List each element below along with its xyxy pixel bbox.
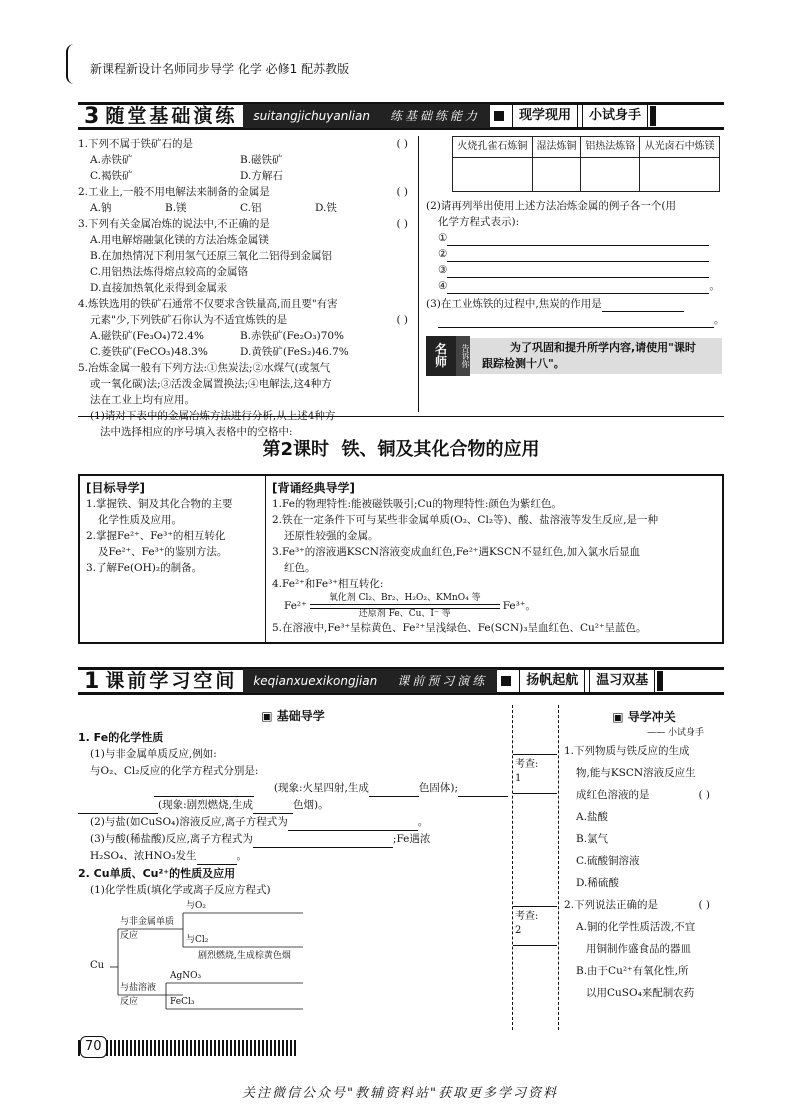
column-divider xyxy=(418,136,419,412)
option: B.在加热情况下利用氢气还原三氧化二铝得到金属铝 xyxy=(90,250,333,262)
answer-paren: ( ) xyxy=(396,218,408,230)
reducer-label: 还原剂 Fe、Cu、I⁻ 等 xyxy=(358,608,451,619)
tree-leaf: AgNO₃ xyxy=(170,971,202,981)
period: 。 xyxy=(709,280,720,292)
question-2: 2.工业上,一般不用电解法来制备的金属是 xyxy=(78,186,270,198)
tree-note: 剧烈燃烧,生成棕黄色烟 xyxy=(198,951,291,961)
option: A.赤铁矿 xyxy=(90,154,133,166)
answer-paren: ( ) xyxy=(396,314,408,326)
answer-blank[interactable] xyxy=(78,800,158,814)
square-icon xyxy=(494,111,504,121)
question-5: 5.冶炼金属一般有下列方法:①焦炭法;②水煤气(或氢气 xyxy=(78,362,331,374)
kaocha-label: 考查: xyxy=(515,759,539,770)
option: C.褐铁矿 xyxy=(90,170,133,182)
footer-note: 关注微信公众号"教辅资料站"获取更多学习资料 xyxy=(242,1086,558,1101)
question-3: 3.下列有关金属冶炼的说法中,不正确的是 xyxy=(78,218,270,230)
banner-title: 课前学习空间 xyxy=(105,669,238,692)
classic-item: 红色。 xyxy=(284,562,316,574)
option: A.钠 xyxy=(90,202,112,214)
answer-blank[interactable] xyxy=(253,834,393,848)
option: C.硫酸铜溶液 xyxy=(576,855,640,867)
teacher-tip xyxy=(426,336,722,376)
option: D.稀硫酸 xyxy=(576,877,619,889)
cu-text: (1)化学性质(填化学或离子反应方程式) xyxy=(90,884,271,896)
kaocha-box xyxy=(513,906,557,946)
tree-leaf: 与Cl₂ xyxy=(186,935,209,945)
circle-number: ② xyxy=(438,248,448,260)
option: C.用铝热法炼得熔点较高的金属铬 xyxy=(90,266,248,278)
checkpoint-q1: 1.下列物质与铁反应的生成 xyxy=(564,745,690,757)
banner-title: 随堂基础演练 xyxy=(105,104,238,127)
oxidizer-label: 氧化剂 Cl₂、Br₂、H₂O₂、KMnO₄ 等 xyxy=(328,592,481,603)
option: A.磁铁矿(Fe₃O₄)72.4% xyxy=(90,330,204,342)
tree-root: Cu xyxy=(90,960,105,971)
classic-item: 4.Fe²⁺和Fe³⁺相互转化: xyxy=(272,578,384,590)
banner-tag: 小试身手 xyxy=(582,104,648,128)
answer-paren: ( ) xyxy=(396,138,408,150)
period: 。 xyxy=(417,816,429,828)
banner-tag: 温习双基 xyxy=(589,669,655,693)
book-icon: ▣ xyxy=(261,709,277,723)
circle-number: ③ xyxy=(438,264,448,276)
teacher-badge xyxy=(426,336,456,376)
page-number-bar xyxy=(78,1040,298,1056)
option-cont: 用铜制作盛食品的器皿 xyxy=(586,943,691,955)
practice-right-column xyxy=(426,136,726,328)
question-5-part1-cont: 法中选择相应的序号填入表格中的空格中: xyxy=(100,426,293,438)
goals-box xyxy=(78,474,724,644)
goal-item: 3.了解Fe(OH)₂的制备。 xyxy=(86,562,203,574)
answer-paren: ( ) xyxy=(698,899,710,911)
checkpoint-q2: 2.下列说法正确的是 xyxy=(564,899,659,911)
classic-item: 3.Fe³⁺的溶液遇KSCN溶液变成血红色,Fe²⁺遇KSCN不显红色,加入氯水后显血 xyxy=(272,546,641,558)
goal-item: 化学性质及应用。 xyxy=(98,514,182,526)
question-4: 4.炼铁选用的铁矿石通常不仅要求含铁量高,而且要"有害 xyxy=(78,298,338,310)
banner-number: 3 xyxy=(84,103,100,129)
badge-char: 名 xyxy=(434,342,447,356)
fe-text: (1)与非金属单质反应,例如: xyxy=(90,748,217,760)
kaocha-num: 2 xyxy=(515,925,522,936)
goal-item: 1.掌握铁、铜及其化合物的主要 xyxy=(86,498,233,510)
dashed-divider xyxy=(558,705,559,1030)
badge-side: 告诉你 xyxy=(456,336,470,376)
basic-study xyxy=(78,708,508,899)
circle-number: ① xyxy=(438,232,448,244)
classic-item: 5.在溶液中,Fe³⁺呈棕黄色、Fe²⁺呈浅绿色、Fe(SCN)₃呈血红色、Cu²⁺呈蓝色。 xyxy=(272,622,647,634)
option: A.用电解熔融氯化镁的方法冶炼金属镁 xyxy=(90,234,269,246)
checkpoint-column xyxy=(564,708,724,1004)
question-1: 1.下列不属于铁矿石的是 xyxy=(78,138,194,150)
tree-leaf: FeCl₃ xyxy=(170,997,195,1007)
classic-item: 2.铁在一定条件下可与某些非金属单质(O₂、Cl₂等)、酸、盐溶液等发生反应,是一种 xyxy=(272,514,658,526)
practice-left-column xyxy=(78,136,408,440)
banner-slogan: 练基础练能力 xyxy=(380,104,490,128)
option: C.铝 xyxy=(240,202,262,214)
banner-pinyin: keqianxuexikongjian xyxy=(243,669,387,693)
section-rule xyxy=(78,416,724,417)
goal-item: 2.掌握Fe²⁺、Fe³⁺的相互转化 xyxy=(86,530,226,542)
period: 。 xyxy=(236,850,248,862)
banner-tag: 现学现用 xyxy=(512,104,578,128)
lesson-title: 第2课时 铁、铜及其化合物的应用 xyxy=(262,439,540,460)
answer-paren: ( ) xyxy=(698,789,710,801)
period: 。 xyxy=(714,314,725,326)
checkpoint-q1-cont: 物,能与KSCN溶液反应生 xyxy=(576,767,696,779)
question-5-part1: (1)请对下表中的金属冶炼方法进行分析,从上述4种方 xyxy=(90,410,336,422)
classic-item: 1.Fe的物理特性:能被磁铁吸引;Cu的物理特性:颜色为紫红色。 xyxy=(272,498,562,510)
tree-branch: 反应 xyxy=(120,931,139,941)
book-icon: ▣ xyxy=(612,710,628,724)
option: A.铜的化学性质活泼,不宜 xyxy=(576,921,696,933)
goal-item: 及Fe²⁺、Fe³⁺的鉴别方法。 xyxy=(98,546,228,558)
header-bracket xyxy=(66,44,74,84)
fe-text: H₂SO₄、浓HNO₃发生 xyxy=(90,850,197,862)
answer-blank[interactable] xyxy=(154,783,254,797)
option: D.直接加热氧化汞得到金属汞 xyxy=(90,282,228,294)
banner-tag: 扬帆起航 xyxy=(519,669,585,693)
answer-blank[interactable] xyxy=(447,280,709,294)
method-table xyxy=(452,136,720,192)
table-cell-input[interactable] xyxy=(532,158,581,192)
answer-blank[interactable] xyxy=(602,298,684,312)
fe-conversion xyxy=(284,592,716,620)
answer-blank[interactable] xyxy=(458,783,508,797)
banner-pinyin: suitangjichuyanlian xyxy=(243,104,380,128)
circle-number: ④ xyxy=(438,280,448,292)
fe-text: (3)与酸(稀盐酸)反应,离子方程式为 xyxy=(90,833,253,845)
fe-title: 1. Fe的化学性质 xyxy=(78,731,164,744)
fe-text: (现象:剧烈燃烧,生成 xyxy=(158,799,253,811)
option: B.氯气 xyxy=(576,833,609,845)
option: B.镁 xyxy=(165,202,187,214)
end-bar xyxy=(650,106,656,126)
fe-text: ;Fe遇浓 xyxy=(392,833,431,845)
fe-text: 与O₂、Cl₂反应的化学方程式分别是: xyxy=(90,765,259,777)
table-header: 从光卤石中炼镁 xyxy=(640,137,720,158)
table-cell-input[interactable] xyxy=(453,158,533,192)
checkpoint-heading: 导学冲关 xyxy=(627,710,676,724)
option: B.由于Cu²⁺有氧化性,所 xyxy=(576,965,689,977)
fe-text: (现象:火星四射,生成 xyxy=(273,782,369,794)
equilibrium-arrow xyxy=(310,604,500,609)
answer-blank[interactable] xyxy=(288,817,418,831)
option: B.赤铁矿(Fe₂O₃)70% xyxy=(240,330,345,342)
goals-right-heading: [背诵经典导学] xyxy=(272,481,355,495)
tree-branch: 与盐溶液 xyxy=(120,983,157,993)
table-header: 铝热法炼铬 xyxy=(581,137,640,158)
square-icon xyxy=(501,676,511,686)
question-5-part2-cont: 化学方程式表示): xyxy=(438,216,520,228)
page-number: 70 xyxy=(80,1036,107,1058)
option: B.磁铁矿 xyxy=(240,154,283,166)
section-banner-preview xyxy=(78,667,724,695)
answer-paren: ( ) xyxy=(396,186,408,198)
tree-branch: 反应 xyxy=(120,997,139,1007)
tree-leaf: 与O₂ xyxy=(186,901,206,911)
answer-blank[interactable] xyxy=(369,783,419,797)
option: D.方解石 xyxy=(240,170,283,182)
checkpoint-q1-cont: 成红色溶液的是 xyxy=(576,789,650,801)
tree-branch: 与非金属单质 xyxy=(120,917,175,927)
end-bar xyxy=(657,671,663,691)
question-4-cont: 元素"少,下列铁矿石你认为不适宜炼铁的是 xyxy=(90,314,288,326)
fe-text: 色固体); xyxy=(418,782,458,794)
option: A.盐酸 xyxy=(576,811,608,823)
answer-blank[interactable] xyxy=(253,800,293,814)
table-header: 湿法炼铜 xyxy=(532,137,581,158)
badge-char: 师 xyxy=(434,355,447,369)
teacher-tip-text: 为了巩固和提升所学内容,请使用"课时 xyxy=(510,341,696,354)
answer-blank[interactable] xyxy=(447,248,709,262)
fe3-label: Fe³⁺。 xyxy=(502,600,536,612)
question-5-part3: (3)在工业炼铁的过程中,焦炭的作用是 xyxy=(426,298,602,310)
kaocha-num: 1 xyxy=(515,773,522,784)
fe-text: 色烟)。 xyxy=(292,799,329,811)
answer-blank[interactable] xyxy=(438,314,714,328)
table-cell-input[interactable] xyxy=(640,158,720,192)
basic-heading: 基础导学 xyxy=(276,709,325,723)
kaocha-label: 考查: xyxy=(515,911,539,922)
option: D.铁 xyxy=(315,202,337,214)
banner-slogan: 课前预习演练 xyxy=(387,669,497,693)
option: D.黄铁矿(FeS₂)46.7% xyxy=(240,346,349,358)
question-5-cont: 法在工业上均有应用。 xyxy=(90,394,195,406)
fe-text: (2)与盐(如CuSO₄)溶液反应,离子方程式为 xyxy=(90,816,288,828)
goals-left-heading: [目标导学] xyxy=(86,481,145,495)
section-banner-practice xyxy=(78,102,724,130)
cu-title: 2. Cu单质、Cu²⁺的性质及应用 xyxy=(78,867,236,880)
answer-blank[interactable] xyxy=(197,851,237,865)
teacher-tip-text: 跟踪检测十八"。 xyxy=(482,357,565,370)
classic-item: 还原性较强的金属。 xyxy=(284,530,379,542)
checkpoint-sub: —— 小试身手 xyxy=(647,728,704,738)
option: C.菱铁矿(FeCO₃)48.3% xyxy=(90,346,208,358)
answer-blank[interactable] xyxy=(447,232,709,246)
question-5-part2: (2)请再列举出使用上述方法冶炼金属的例子各一个(用 xyxy=(426,200,676,212)
question-5-cont: 或一氧化碳)法;③活泼金属置换法;④电解法,这4种方 xyxy=(90,378,332,390)
table-header: 火烧孔雀石炼铜 xyxy=(453,137,533,158)
fe2-label: Fe²⁺ xyxy=(284,600,307,612)
banner-number: 1 xyxy=(84,668,100,694)
option-cont: 以用CuSO₄来配制农药 xyxy=(586,987,695,999)
cu-reaction-tree xyxy=(88,895,338,1015)
answer-blank[interactable] xyxy=(447,264,709,278)
header-title: 新课程新设计名师同步导学 化学 必修1 配苏教版 xyxy=(90,62,350,76)
kaocha-box xyxy=(513,754,557,794)
table-cell-input[interactable] xyxy=(581,158,640,192)
